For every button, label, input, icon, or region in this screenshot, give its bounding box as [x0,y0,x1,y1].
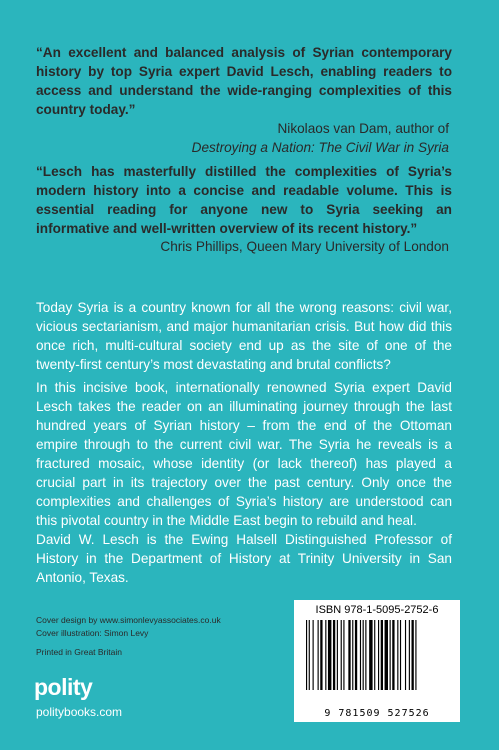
blurb-quote-1: “An excellent and balanced analysis of Syrian contemporary history by top Syria expert David Lesch, enabling readers to access and understand the wide-ranging complexities of this country today.” [36,45,452,117]
publisher-url: politybooks.com [36,705,123,719]
isbn-number: ISBN 978-1-5095-2752-6 [315,604,439,616]
author-bio-paragraph: David W. Lesch is the Ewing Halsell Distinguished Professor of History in the Department of History at Trinity University in San Antonio, Texas. [36,532,452,585]
printed-in-note: Printed in Great Britain [36,647,122,657]
description-paragraph-2: In this incisive book, internationally renowned Syria expert David Lesch takes the reader on an illuminating journey through the last hundred years of Syrian history – from the end of the Ottoman empire through to the current civil war. The Syria he reveals is a fractured mosaic, whose identity (or lack thereof) has played a crucial part in its trajectory over the past century. Only once the complexities and challenges of Syria’s history are understood can this pivotal country in the Middle East begin to rebuild and heal. [36,380,452,528]
blurb-quote-2: “Lesch has masterfully distilled the complexities of Syria’s modern history into a concise and readable volume. This is essential reading for anyone new to Syria seeking an informative and well-written overview of its recent history.” [36,164,452,236]
cover-design-credit: Cover design by www.simonlevyassociates.co.uk [36,615,221,625]
blurb-attribution-2: Chris Phillips, Queen Mary University of London [160,239,449,254]
barcode-bars [302,620,452,702]
cover-illustration-credit: Cover illustration: Simon Levy [36,628,149,638]
description-paragraph-1: Today Syria is a country known for all the wrong reasons: civil war, vicious sectarianism, and major humanitarian crisis. But how did this once rich, multi-cultural society end up as the site of one of the twenty-first century’s most devastating and brutal conflicts? [36,300,452,372]
blurb-book-title-1: Destroying a Nation: The Civil War in Syria [191,140,449,155]
barcode-digits: 9 781509 527526 [324,708,430,719]
cover-credits [36,614,221,659]
blurb-author-1: Nikolaos van Dam, author of [277,121,449,136]
blurb-attribution-1 [192,119,449,157]
isbn-barcode [294,600,460,722]
polity-logo: polity [34,674,93,700]
